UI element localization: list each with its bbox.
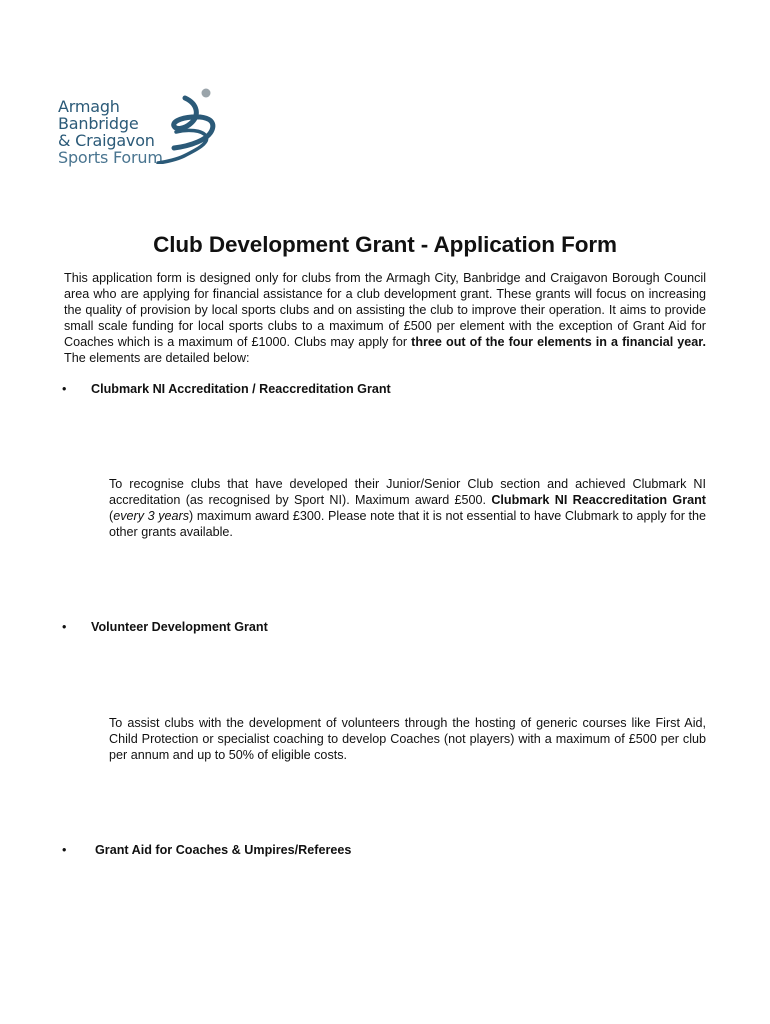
element-heading-label: Volunteer Development Grant [91, 620, 268, 634]
logo-line-banbridge: Banbridge [58, 114, 139, 133]
page-title: Club Development Grant - Application Form [153, 232, 617, 257]
bullet-icon: • [62, 382, 67, 396]
reaccreditation-bold-text: Clubmark NI Reaccreditation Grant [491, 493, 706, 507]
logo-wordmark [58, 98, 163, 166]
logo-line-craigavon: & Craigavon [58, 131, 155, 150]
intro-text: This application form is designed only for clubs from the Armagh City, Banbridge and Craigavon Borough Council area who are applying for financial assistance for a club development grant. These grants will focus on increasing the quality of provision by local sports clubs and on assisting the club to improve their operation. It aims to provide small scale funding for local sports clubs to a maximum of £500 per element with the exception of Grant Aid for Coaches which is a maximum of £1000. Clubs may apply for [64, 271, 706, 349]
element-heading-label: Clubmark NI Accreditation / Reaccreditation Grant [91, 382, 391, 396]
sports-forum-logo [58, 86, 228, 178]
element-heading-label: Grant Aid for Coaches & Umpires/Referees [95, 843, 352, 857]
element-description-volunteer: To assist clubs with the development of volunteers through the hosting of generic courses like First Aid, Child Protection or specialist coaching to develop Coaches (not players) with a maximum of £500 per club per annum and up to 50% of eligible costs. [109, 716, 706, 762]
intro-paragraph [64, 270, 706, 366]
swoosh-figure-icon [154, 86, 224, 164]
logo-line-armagh: Armagh [58, 97, 120, 116]
intro-text-end: The elements are detailed below: [64, 351, 250, 365]
logo-line-sports-forum: Sports Forum [58, 148, 163, 167]
bullet-icon: • [62, 843, 67, 857]
intro-bold-text: three out of the four elements in a financial year. [411, 335, 706, 349]
element-description-clubmark: To recognise clubs that have developed their Junior/Senior Club section and achieved Clubmark NI accreditation (as recognised by Sport NI). Maximum award £500. Clubmark NI Reaccreditation Grant (every 3 years) maximum award £300. Please note that it is not essential to have Clubmark to apply for the other grants available. [109, 477, 706, 539]
frequency-italic-text: every 3 years [113, 509, 190, 523]
bullet-icon: • [62, 620, 67, 634]
